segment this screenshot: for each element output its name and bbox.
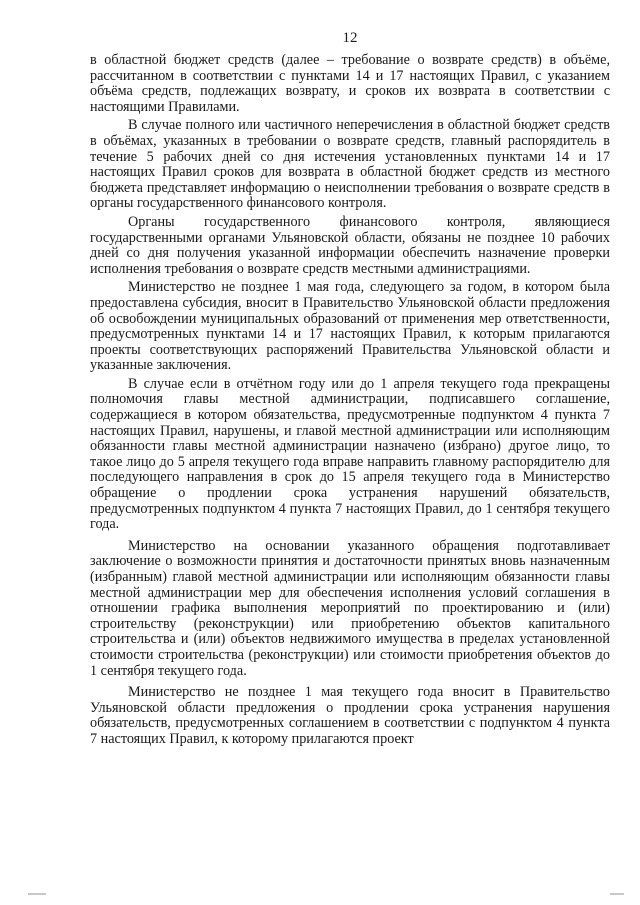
paragraph-exemption-proposals: Министерство не позднее 1 мая года, следующего за годом, в котором была предоставлена субсидия, вносит в Правительство Ульяновской области предложения об освобождении муниципальных образований от применения мер ответственности, предусмотренных пунктами 14 и 17 настоящих Правил, к которым прилагаются проекты соответствующих распоряжений Правительства Ульяновской области и указанные заключения.: [90, 279, 610, 374]
scan-edge-marks: [0, 889, 640, 895]
paragraph-financial-control-bodies: Органы государственного финансового контроля, являющиеся государственными органами Ульяновской области, обязаны не позднее 10 рабочих дней со дня получения указанной информации обеспечить назначение проверки исполнения требования о возврате средств местными администрациями.: [90, 213, 610, 277]
paragraph-ministry-conclusion: Министерство на основании указанного обращения подготавливает заключение о возможности принятия и достаточности принятых вновь назначенным (избранным) главой местной администрации или исполняющим обязанности главы местной администрации мер для обеспечения исполнения условий соглашения в отношении графика выполнения мероприятий по проектированию и (или) строительству (реконструкции) или приобретению объектов капитального строительства и (или) объектов недвижимого имущества в пределах установленной стоимости строительства (реконструкции) или стоимости приобретения объектов до 1 сентября текущего года.: [90, 537, 610, 679]
paragraph-non-transfer-of-funds: В случае полного или частичного неперечисления в областной бюджет средств в объёмах, указанных в требовании о возврате средств, главный распорядитель в течение 5 рабочих дней со дня истечения установленных пунктами 14 и 17 настоящих Правил сроков для возврата в областной бюджет средств из местного бюджета представляет информацию о неисполнении требования о возврате средств в органы государственного финансового контроля.: [90, 117, 610, 212]
paragraph-extension-proposals: Министерство не позднее 1 мая текущего года вносит в Правительство Ульяновской области предложения о продлении срока устранения нарушения обязательств, предусмотренных соглашением в соответствии с подпунктом 4 пункта 7 настоящих Правил, к которому прилагаются проект: [90, 684, 610, 747]
page-number: 12: [342, 30, 358, 46]
paragraph-return-requirement-continuation: в областной бюджет средств (далее – требование о возврате средств) в объёме, рассчитанном в соответствии с пунктами 14 и 17 настоящих Правил, с указанием объёма средств, подлежащих возврату, и сроков их возврата в соответствии с настоящими Правилами.: [90, 52, 610, 115]
scan-mark: [28, 893, 46, 895]
scan-mark: [610, 893, 624, 895]
paragraph-termination-of-powers: В случае если в отчётном году или до 1 апреля текущего года прекращены полномочия главы местной администрации, подписавшего соглашение, содержащиеся в котором обязательства, предусмотренные подпунктом 4 пункта 7 настоящих Правил, нарушены, и главой местной администрации или исполняющим обязанности главы местной администрации назначено (избрано) другое лицо, то такое лицо до 5 апреля текущего года вправе направить главному распорядителю для последующего направления в срок до 15 апреля текущего года в Министерство обращение о продлении срока устранения нарушений обязательств, предусмотренных подпунктом 4 пункта 7 настоящих Правил, до 1 сентября текущего года.: [90, 375, 610, 533]
